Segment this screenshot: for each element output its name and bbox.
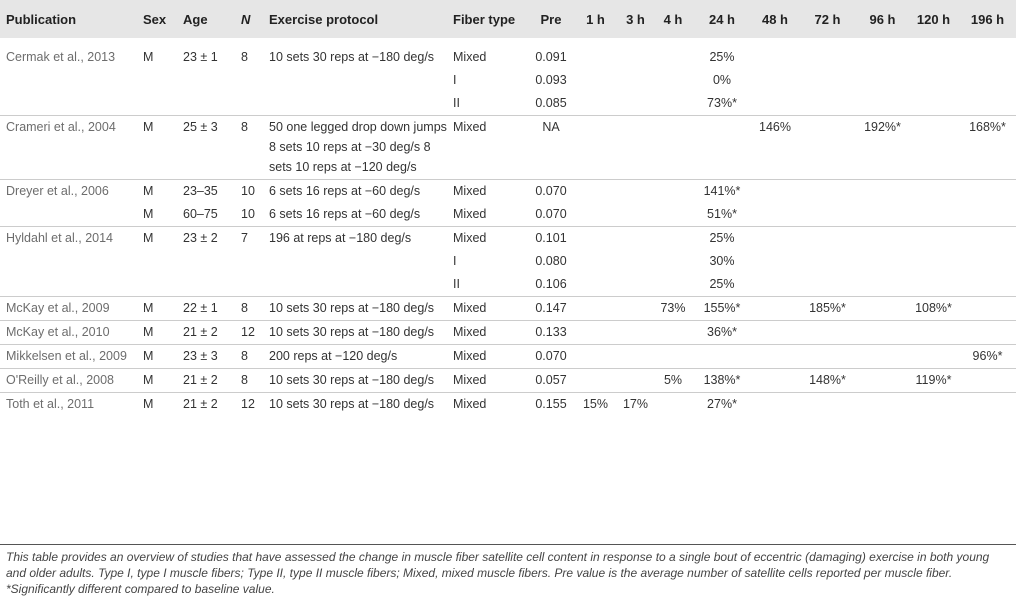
cell-4h — [654, 250, 692, 273]
table-row — [0, 227, 1016, 251]
cell-protocol — [266, 273, 450, 297]
cell-72h — [798, 227, 857, 251]
cell-publication: McKay et al., 2010 — [0, 321, 140, 345]
cell-3h — [617, 180, 654, 204]
cell-196h: 96%* — [959, 345, 1016, 369]
cell-96h — [857, 69, 908, 92]
cell-protocol: 200 reps at −120 deg/s — [266, 345, 450, 369]
cell-protocol: 10 sets 30 reps at −180 deg/s — [266, 321, 450, 345]
cell-fiber: Mixed — [450, 393, 528, 417]
cell-72h — [798, 38, 857, 69]
cell-24h: 0% — [712, 73, 732, 87]
cell-120h — [908, 69, 959, 92]
footnote-significance: *Significantly different compared to baseline value. — [6, 582, 275, 596]
cell-96h — [857, 273, 908, 297]
header-pre: Pre — [540, 11, 562, 27]
cell-n — [238, 273, 266, 297]
cell-3h — [617, 92, 654, 116]
cell-fiber: Mixed — [453, 50, 487, 64]
cell-4h: 5% — [654, 369, 692, 393]
cell-3h — [617, 227, 654, 251]
cell-120h — [908, 321, 959, 345]
cell-24h: 141%* — [692, 180, 752, 204]
cell-96h — [857, 321, 908, 345]
table-row — [0, 393, 1016, 417]
cell-48h — [752, 393, 798, 417]
cell-protocol: 6 sets 16 reps at −60 deg/s — [269, 207, 421, 221]
cell-4h — [654, 345, 692, 369]
header-96h: 96 h — [869, 11, 896, 27]
header-sex: Sex — [143, 11, 167, 27]
cell-196h — [959, 273, 1016, 297]
cell-4h — [654, 69, 692, 92]
table-row — [0, 203, 1016, 227]
cell-pre: 0.085 — [535, 96, 567, 110]
cell-4h — [654, 273, 692, 297]
cell-120h — [908, 92, 959, 116]
cell-3h: 17% — [617, 393, 654, 417]
cell-fiber: II — [453, 96, 460, 110]
cell-sex: M — [140, 369, 180, 393]
cell-pre: 0.093 — [535, 73, 567, 87]
cell-24h — [692, 345, 752, 369]
cell-1h — [574, 38, 617, 69]
cell-72h — [798, 321, 857, 345]
cell-120h — [908, 250, 959, 273]
cell-age: 60–75 — [183, 207, 218, 221]
cell-1h — [574, 92, 617, 116]
cell-24h: 36%* — [692, 321, 752, 345]
cell-196h — [959, 92, 1016, 116]
cell-72h — [798, 203, 857, 227]
cell-120h — [908, 180, 959, 204]
cell-196h — [959, 297, 1016, 321]
header-1h: 1 h — [586, 11, 605, 27]
cell-96h — [857, 227, 908, 251]
cell-4h — [654, 321, 692, 345]
cell-sex: M — [143, 50, 154, 64]
cell-n: 12 — [238, 393, 266, 417]
cell-fiber: Mixed — [450, 227, 528, 251]
cell-sex: M — [140, 393, 180, 417]
cell-sex: M — [140, 227, 180, 251]
cell-sex: M — [140, 297, 180, 321]
cell-pre: 0.133 — [528, 321, 574, 345]
cell-protocol: 196 at reps at −180 deg/s — [266, 227, 450, 251]
cell-publication: Toth et al., 2011 — [0, 393, 140, 417]
cell-sex: M — [140, 180, 180, 204]
cell-3h — [617, 297, 654, 321]
cell-24h: 155%* — [692, 297, 752, 321]
cell-48h — [752, 297, 798, 321]
cell-96h — [857, 38, 908, 69]
cell-pre: 0.091 — [535, 50, 567, 64]
cell-96h — [857, 393, 908, 417]
cell-120h — [908, 116, 959, 180]
cell-120h — [908, 227, 959, 251]
cell-196h — [959, 250, 1016, 273]
cell-4h — [654, 393, 692, 417]
cell-fiber: Mixed — [450, 180, 528, 204]
cell-120h: 108%* — [908, 297, 959, 321]
cell-4h — [654, 38, 692, 69]
cell-72h — [798, 92, 857, 116]
cell-pre: 0.070 — [535, 207, 567, 221]
cell-publication — [0, 273, 140, 297]
header-n: N — [241, 11, 251, 27]
cell-48h — [752, 345, 798, 369]
cell-196h — [959, 180, 1016, 204]
cell-age: 21 ± 2 — [180, 393, 238, 417]
cell-age — [180, 69, 238, 92]
cell-24h: 138%* — [692, 369, 752, 393]
header-120h: 120 h — [916, 11, 951, 27]
cell-48h — [752, 69, 798, 92]
cell-48h — [752, 273, 798, 297]
cell-4h — [654, 92, 692, 116]
cell-protocol: 10 sets 30 reps at −180 deg/s — [266, 393, 450, 417]
cell-48h — [752, 203, 798, 227]
cell-24h: 25% — [692, 227, 752, 251]
cell-protocol: 10 sets 30 reps at −180 deg/s — [269, 50, 435, 64]
cell-72h — [798, 180, 857, 204]
cell-n — [238, 92, 266, 116]
cell-72h — [798, 69, 857, 92]
cell-sex — [140, 92, 180, 116]
table-footnote — [6, 549, 1010, 597]
header-age: Age — [183, 11, 208, 27]
cell-96h — [857, 203, 908, 227]
cell-pre: NA — [528, 116, 574, 180]
cell-120h — [908, 393, 959, 417]
cell-48h — [752, 92, 798, 116]
cell-publication: Dreyer et al., 2006 — [0, 180, 140, 204]
cell-120h — [908, 38, 959, 69]
cell-age — [180, 273, 238, 297]
cell-48h — [752, 38, 798, 69]
cell-72h: 185%* — [798, 297, 857, 321]
cell-n: 8 — [238, 345, 266, 369]
cell-sex: M — [140, 321, 180, 345]
cell-4h — [654, 227, 692, 251]
cell-24h: 73%* — [707, 96, 737, 110]
cell-protocol — [266, 250, 450, 273]
cell-age: 23 ± 2 — [180, 227, 238, 251]
cell-196h — [959, 227, 1016, 251]
cell-48h — [752, 321, 798, 345]
header-196h: 196 h — [970, 11, 1005, 27]
cell-96h — [857, 345, 908, 369]
table-row — [0, 180, 1016, 204]
cell-age: 21 ± 2 — [180, 369, 238, 393]
cell-fiber: Mixed — [450, 116, 528, 180]
footnote-text: This table provides an overview of studies that have assessed the change in muscle fiber satellite cell content in response to a single bout of eccentric (damaging) exercise in both young and older adults. Type I, type I muscle fibers; Type II, type II muscle fibers; Mixed, mixed muscle fibers. Pre value is the average number of satellite cells reported per muscle fiber. — [6, 550, 990, 580]
cell-48h: 146% — [752, 116, 798, 180]
cell-publication: McKay et al., 2009 — [0, 297, 140, 321]
cell-4h: 73% — [654, 297, 692, 321]
header-protocol: Exercise protocol — [269, 11, 379, 27]
cell-age: 23 ± 3 — [180, 345, 238, 369]
cell-age: 25 ± 3 — [180, 116, 238, 180]
table-row — [0, 297, 1016, 321]
cell-196h — [959, 321, 1016, 345]
cell-n — [238, 69, 266, 92]
cell-72h — [798, 250, 857, 273]
cell-3h — [617, 116, 654, 180]
cell-1h — [574, 321, 617, 345]
cell-protocol: 10 sets 30 reps at −180 deg/s — [266, 297, 450, 321]
cell-1h — [574, 273, 617, 297]
cell-age: 22 ± 1 — [180, 297, 238, 321]
cell-publication: Hyldahl et al., 2014 — [0, 227, 140, 251]
cell-3h — [617, 273, 654, 297]
cell-protocol — [266, 69, 450, 92]
cell-120h — [908, 345, 959, 369]
cell-196h — [959, 369, 1016, 393]
header-72h: 72 h — [814, 11, 841, 27]
cell-publication: O'Reilly et al., 2008 — [0, 369, 140, 393]
cell-3h — [617, 250, 654, 273]
cell-3h — [617, 321, 654, 345]
cell-publication: Mikkelsen et al., 2009 — [0, 345, 140, 369]
cell-n: 10 — [241, 207, 255, 221]
cell-pre: 0.070 — [528, 180, 574, 204]
cell-1h — [574, 180, 617, 204]
header-3h: 3 h — [626, 11, 645, 27]
cell-publication — [0, 92, 140, 116]
cell-1h — [574, 250, 617, 273]
cell-96h — [857, 92, 908, 116]
cell-n: 12 — [238, 321, 266, 345]
cell-72h — [798, 393, 857, 417]
cell-24h — [692, 116, 752, 180]
cell-pre: 0.101 — [528, 227, 574, 251]
cell-n: 8 — [238, 369, 266, 393]
cell-publication — [0, 250, 140, 273]
cell-196h — [959, 69, 1016, 92]
cell-1h — [574, 345, 617, 369]
cell-24h: 25% — [709, 277, 735, 291]
cell-sex: M — [140, 345, 180, 369]
cell-fiber: Mixed — [450, 345, 528, 369]
cell-3h — [617, 69, 654, 92]
cell-n: 8 — [238, 116, 266, 180]
cell-24h: 30% — [709, 254, 735, 268]
cell-n — [238, 250, 266, 273]
cell-protocol — [266, 92, 450, 116]
cell-n: 8 — [241, 50, 248, 64]
cell-fiber: Mixed — [450, 369, 528, 393]
table-row — [0, 345, 1016, 369]
cell-age: 21 ± 2 — [180, 321, 238, 345]
cell-1h — [574, 297, 617, 321]
table-row — [0, 69, 1016, 92]
cell-48h — [752, 227, 798, 251]
cell-1h — [574, 116, 617, 180]
cell-3h — [617, 38, 654, 69]
table-row — [0, 116, 1016, 180]
cell-1h: 15% — [574, 393, 617, 417]
header-row — [0, 0, 1016, 38]
cell-fiber: I — [453, 254, 457, 268]
cell-24h: 51%* — [707, 207, 737, 221]
cell-fiber: Mixed — [453, 207, 487, 221]
cell-fiber: Mixed — [450, 321, 528, 345]
cell-n: 10 — [238, 180, 266, 204]
cell-sex — [140, 69, 180, 92]
cell-sex — [140, 273, 180, 297]
cell-publication — [0, 203, 140, 227]
table-row — [0, 321, 1016, 345]
cell-sex: M — [140, 116, 180, 180]
cell-24h: 27%* — [692, 393, 752, 417]
cell-pre: 0.057 — [528, 369, 574, 393]
header-48h: 48 h — [761, 11, 788, 27]
cell-24h: 25% — [709, 50, 735, 64]
cell-196h: 168%* — [959, 116, 1016, 180]
cell-age — [180, 250, 238, 273]
cell-96h — [857, 369, 908, 393]
cell-120h — [908, 273, 959, 297]
cell-196h — [959, 393, 1016, 417]
cell-120h — [908, 203, 959, 227]
table-row — [0, 250, 1016, 273]
cell-pre: 0.155 — [528, 393, 574, 417]
cell-pre: 0.106 — [535, 277, 567, 291]
cell-sex: M — [143, 207, 154, 221]
cell-pre: 0.080 — [535, 254, 567, 268]
cell-n: 8 — [238, 297, 266, 321]
cell-72h: 148%* — [798, 369, 857, 393]
header-fiber-type: Fiber type — [453, 11, 516, 27]
header-4h: 4 h — [663, 11, 683, 27]
cell-1h — [574, 203, 617, 227]
header-publication: Publication — [6, 11, 77, 27]
cell-protocol: 10 sets 30 reps at −180 deg/s — [266, 369, 450, 393]
cell-fiber: I — [453, 73, 457, 87]
cell-3h — [617, 203, 654, 227]
header-24h: 24 h — [708, 11, 735, 27]
cell-4h — [654, 116, 692, 180]
cell-48h — [752, 180, 798, 204]
cell-fiber: Mixed — [450, 297, 528, 321]
cell-96h — [857, 250, 908, 273]
cell-72h — [798, 116, 857, 180]
cell-96h — [857, 297, 908, 321]
cell-pre: 0.070 — [528, 345, 574, 369]
cell-publication — [0, 69, 140, 92]
cell-196h — [959, 203, 1016, 227]
footnote-divider — [0, 544, 1016, 545]
cell-3h — [617, 345, 654, 369]
cell-sex — [140, 250, 180, 273]
table-row — [0, 92, 1016, 116]
cell-age: 23–35 — [180, 180, 238, 204]
cell-publication: Cermak et al., 2013 — [6, 50, 116, 64]
cell-96h: 192%* — [857, 116, 908, 180]
cell-3h — [617, 369, 654, 393]
cell-48h — [752, 250, 798, 273]
cell-age — [180, 92, 238, 116]
cell-protocol: 6 sets 16 reps at −60 deg/s — [266, 180, 450, 204]
cell-120h: 119%* — [908, 369, 959, 393]
table-row — [0, 38, 1016, 69]
cell-96h — [857, 180, 908, 204]
cell-48h — [752, 369, 798, 393]
cell-196h — [959, 38, 1016, 69]
cell-publication: Crameri et al., 2004 — [0, 116, 140, 180]
cell-72h — [798, 273, 857, 297]
cell-fiber: II — [453, 277, 460, 291]
cell-pre: 0.147 — [528, 297, 574, 321]
cell-72h — [798, 345, 857, 369]
cell-n: 7 — [238, 227, 266, 251]
table-row — [0, 273, 1016, 297]
cell-protocol: 50 one legged drop down jumps 8 sets 10 reps at −30 deg/s 8 sets 10 reps at −120 deg/s — [266, 116, 450, 180]
cell-4h — [654, 203, 692, 227]
cell-1h — [574, 227, 617, 251]
table-row — [0, 369, 1016, 393]
cell-1h — [574, 369, 617, 393]
cell-4h — [654, 180, 692, 204]
cell-age: 23 ± 1 — [183, 50, 218, 64]
cell-1h — [574, 69, 617, 92]
